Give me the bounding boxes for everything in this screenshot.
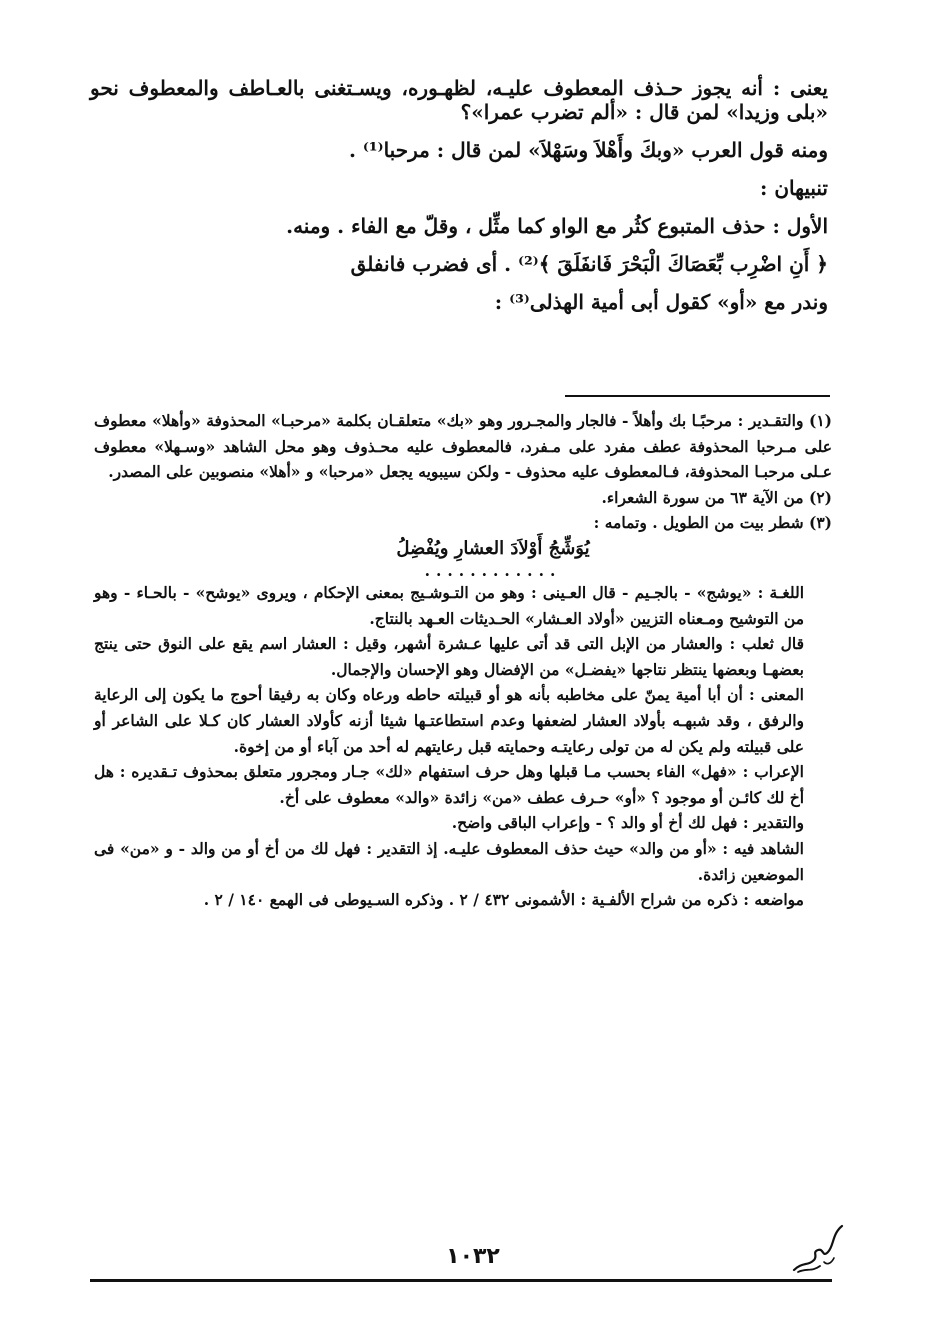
footnote-lugha: اللغـة : «يوشج» - بالجـيم - قال العـينى : وهو من التـوشـيج بمعنى الإحكام ، ويروى «يوشح» - بالحـاء - وهو من التوشيح ومـعناه التزيين «أولاد العـشار» الحـديثات العـهد بالنتاج.: [94, 582, 804, 628]
footnote-3: (٣) شطر بيت من الطويل . وتمامه :: [593, 513, 832, 533]
section-heading: تنبيهان :: [759, 176, 828, 200]
paragraph-first-note: الأول : حذف المتبوع كثُر مع الواو كما مثِّل ، وقلّ مع الفاء . ومنه.: [286, 214, 828, 238]
footer-rule: [90, 1279, 832, 1282]
quran-verse-line: ﴿ أَنِ اضْرِب بِّعَصَاكَ الْبَحْرَ فَانفَلَقَ ﴾⁽²⁾ . أى فضرب فانفلق: [350, 252, 828, 276]
footnote-thalab: قال ثعلب : والعشار من الإبل التى قد أتى عليها عـشرة أشهر، وقيل : العشار اسم يقع على النوق حتى ينتج بعضهـا وبعضها ينتظر نتاجها «يفضـل» من الإفضال وهو الإحسان والإجمال.: [94, 634, 805, 679]
footnote-taqdir: والتقدير : فهل لك أخ أو والد ؟ - وإعراب الباقى واضح.: [451, 813, 804, 833]
paragraph-hadhf: يعنى : أنه يجوز حـذف المعطوف عليـه، لظهـوره، ويسـتغنى بالعـاطف والمعطوف نحو «بلى وزيدا» لمن قال : «ألم تضرب عمرا»؟: [90, 76, 828, 124]
footnote-2: (٢) من الآية ٦٣ من سورة الشعراء.: [601, 487, 832, 507]
poem-half-verse: يُوَشِّجُ أَوْلاَدَ العشارِ ويُفْضِلُ: [396, 537, 590, 559]
footnotes: [94, 408, 832, 913]
handwritten-mark-icon: [788, 1222, 846, 1278]
footnote-separator: [565, 395, 830, 397]
paragraph-nadara: وندر مع «أو» كقول أبى أمية الهذلى⁽³⁾ :: [494, 290, 828, 314]
footnote-maana: المعنى : أن أبا أمية يمنّ على مخاطبه بأنه هو أو قبيلته حاطه ورعاه وكان به رفيقا أحوج ما يكون إلى الرعاية والرفق ، وقد شبهـه بأولاد العشار لضعفها وعدم استطاعتـها شيئا أزنه كأولاد العشار كان كـلا على الشاعر أو على قبيلته ولم يكن له من تولى رعايتـه وحمايته قبل رعايتهم له أحد من آباء أو من إخوة.: [94, 685, 804, 756]
footnote-mawadi: مواضعه : ذكره من شراح الألفـية : الأشمونى ٤٣٢ / ٢ . وذكره السـيوطى فى الهمع ١٤٠ / ٢ .: [203, 890, 804, 910]
paragraph-arab-saying: ومنه قول العرب «وبكَ وأَهْلاَ وسَهْلاَ» لمن قال : مرحبا⁽¹⁾ .: [348, 138, 828, 162]
footnote-1: (١) والتقـدير : مرحبًـا بك وأهلاً - فالجار والمجـرور وهو «بك» متعلقـان بكلمة «مرحبـا» المحذوفة «وأهلا» معطوف على مـرحبا المحذوفة عطف مفرد على مـفرد، فالمعطوف عليه محـذوف وهو محل الشاهد «وسـهلا» معطوف عـلى مرحبـا المحذوفة، فـالمعطوف عليه محذوف - ولكن سيبويه يجعل «مرحبا» و «أهلا» منصوبين على المصدر.: [94, 411, 832, 482]
footnote-shahid: الشاهد فيه : «أو من والد» حيث حذف المعطوف عليـه. إذ التقدير : فهل لك من أخ أو من والد - و «من» فى الموضعين زائدة.: [94, 838, 804, 884]
page-number: ١٠٣٢: [446, 1244, 500, 1269]
verse-ellipsis: ............: [424, 560, 562, 580]
footnote-irab: الإعراب : «فهل» الفاء بحسب مـا قبلها وهل حرف استفهام «لك» جـار ومجرور متعلق بمحذوف تـقديره : هل أخ لك كائـن أو موجود ؟ «أو» حـرف عطف «من» زائدة «والد» معطوف على أخ.: [94, 762, 804, 807]
main-body: [90, 76, 828, 314]
